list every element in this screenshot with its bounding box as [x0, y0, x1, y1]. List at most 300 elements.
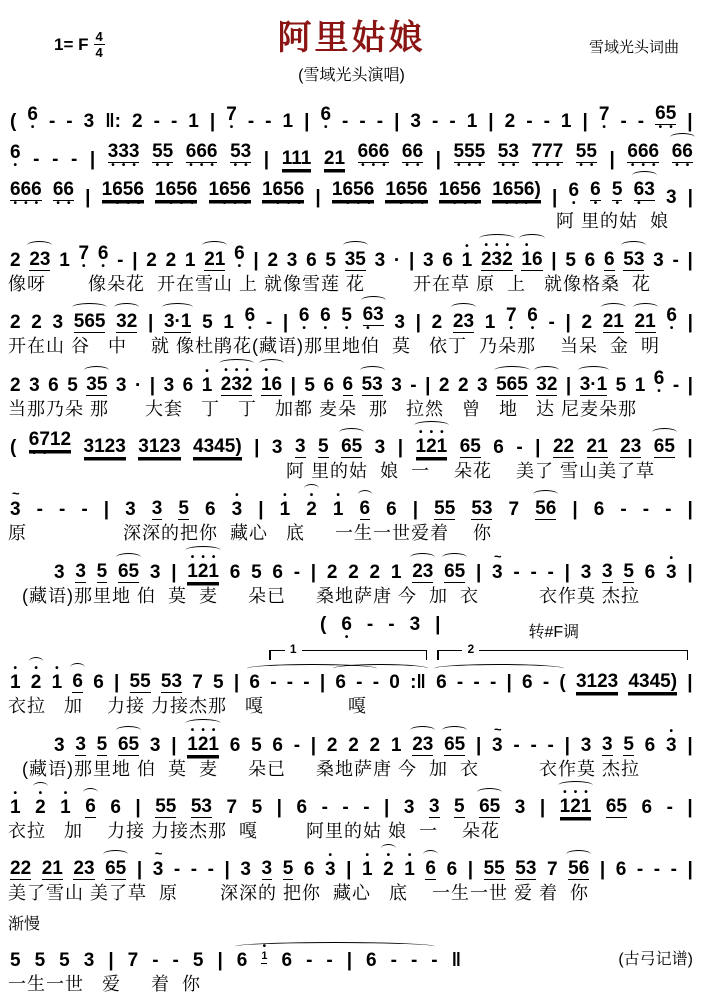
header [8, 10, 695, 94]
note-token: 65 [444, 735, 465, 756]
note-token: • 1 [279, 489, 291, 520]
octave-dots-above: • [262, 940, 267, 952]
octave-dots-below: • [82, 260, 86, 272]
barline: | [254, 437, 260, 459]
barline: | [687, 312, 693, 334]
octave-dots-below: • • [579, 160, 594, 171]
note-token: 1 [484, 312, 496, 334]
note-token: - [547, 561, 554, 583]
note-token: 3 [115, 374, 127, 396]
slur-arc [185, 546, 221, 555]
note-token: 2 [457, 374, 469, 396]
time-signature [94, 30, 105, 59]
octave-dots-above: • • • [224, 364, 249, 376]
note-token: 3 [271, 437, 283, 459]
note-token: 66 • • [52, 179, 74, 209]
note-token: 666 • • • [627, 141, 660, 171]
note-token: 3 [83, 949, 95, 971]
octave-dots-below: • • [56, 198, 71, 209]
note-token: • 2 [31, 666, 42, 693]
note-token: 6 [615, 858, 627, 880]
note-token: 7 • [78, 242, 90, 272]
note-token: - [548, 312, 555, 334]
note-token: 6 • [320, 305, 331, 335]
note-token: ~ 3 [492, 721, 503, 756]
slur-arc [29, 657, 44, 666]
note-token: - [372, 672, 380, 694]
note-token: 6 • [320, 104, 332, 133]
octave-dots-below: • [323, 122, 328, 133]
note-token: 3 [423, 249, 434, 271]
barline: | [687, 374, 693, 396]
octave-dots-below: • [615, 198, 619, 209]
note-token: 2 [326, 734, 338, 756]
slur-arc [116, 553, 141, 562]
barline: | [171, 561, 177, 583]
note-token: • • • 121 [187, 728, 219, 756]
octave-dots-below: • • [658, 122, 673, 133]
note-token: 3 [409, 614, 421, 636]
barline: | [346, 858, 352, 880]
note-token: • 1 [362, 849, 373, 880]
note-token: ~ 3 [152, 845, 164, 880]
barline: | [290, 374, 296, 396]
note-token: 32 [536, 375, 557, 396]
note-token: 1 [390, 734, 402, 756]
note-token: 6 [306, 249, 317, 271]
note-token: - [516, 437, 523, 459]
note-token: 5 [59, 949, 70, 971]
octave-dots-above: • [365, 849, 370, 861]
note-token: - [636, 858, 644, 880]
note-token: 55 [129, 671, 151, 693]
time-signature-numerator: 4 [95, 29, 103, 44]
note-token: 23 [412, 735, 433, 756]
vibrato-mark: ~ [494, 548, 501, 564]
octave-dots-below: • [13, 160, 18, 171]
note-token: 2 [504, 111, 516, 132]
note-token: • 2 [35, 791, 46, 818]
note-token: 1 [188, 111, 199, 132]
note-token: - [513, 734, 520, 756]
note-token: 3 [125, 498, 136, 520]
note-token: 6 [93, 672, 104, 694]
slur-arc [84, 366, 109, 375]
slur-arc [162, 303, 193, 312]
note-token: 6 [360, 499, 371, 520]
slur-arc [361, 296, 386, 305]
note-token: - [207, 858, 214, 880]
notation-line [8, 787, 695, 819]
note-token: 65 [341, 437, 362, 458]
barline: | [147, 312, 154, 334]
vibrato-mark: ~ [494, 721, 501, 737]
note-token: 3 [54, 561, 65, 583]
octave-dots-below: • • • [452, 198, 478, 209]
note-token: 65 [118, 562, 139, 583]
note-token: - [670, 858, 677, 880]
note-token: 5 [67, 374, 78, 396]
lyrics-line: 原 深深的把你 藏心 底 一生一世爱着 你 [8, 522, 493, 543]
lyrics-line: 当那乃朵 那 大套 丁 丁 加都 麦朵 那 拉然 曾 地 达 尼麦朵那 [8, 398, 638, 419]
note-token: - [70, 149, 78, 170]
barline: | [425, 374, 431, 396]
note-token: 6 • [527, 305, 538, 335]
note-token: 2 [326, 561, 338, 583]
slur-arc [259, 359, 284, 368]
octave-dots-below: • • • [535, 160, 560, 171]
note-token: - [366, 614, 374, 636]
barline: | [564, 734, 570, 756]
note-token: 6 • [590, 179, 601, 209]
note-token: 2 [31, 312, 42, 334]
barline: | [394, 111, 400, 132]
note-token: - [543, 111, 550, 132]
note-token: · [393, 249, 401, 271]
note-token: 53 [160, 671, 183, 693]
note-token: 1 [184, 249, 196, 271]
octave-dots-below: • • [155, 160, 170, 171]
note-token: - [388, 614, 395, 636]
octave-dots-above: • [13, 663, 18, 675]
note-token: 6 [603, 248, 615, 270]
note-token: 6 [182, 374, 194, 396]
barline: | [687, 187, 693, 208]
barline: ‖ [451, 949, 462, 971]
octave-dots-below: • • • [169, 198, 194, 209]
barline: | [384, 797, 390, 819]
note-token: 3 [665, 187, 677, 208]
vibrato-mark: ~ [154, 845, 162, 861]
note-token: 65 [654, 437, 675, 458]
note-token: 63 • [634, 180, 655, 208]
slur-arc [414, 421, 450, 430]
slur-arc [494, 366, 530, 375]
note-token: 3 [163, 374, 175, 396]
slur-arc [423, 850, 438, 859]
note-token: 7 [508, 498, 520, 520]
octave-dots-above: • [309, 489, 314, 501]
slur-arc [566, 850, 591, 859]
note-token: 1 [223, 312, 234, 334]
octave-dots-below: • • • [630, 160, 656, 171]
note-token: 6 [425, 859, 436, 880]
octave-dots-below: • [323, 323, 328, 335]
octave-dots-above: • • • [419, 427, 444, 439]
note-token: 2 [10, 374, 21, 396]
note-token: 1656 • • • [101, 179, 144, 209]
barline: ( [10, 111, 17, 132]
note-token: - [152, 949, 159, 971]
notation-line [8, 548, 695, 583]
note-token: 6 [493, 437, 504, 459]
note-token: 555 • • • [453, 141, 486, 171]
pickup-notes [320, 615, 440, 642]
note-token: 5 [615, 374, 627, 396]
note-token: • 3 [231, 489, 243, 520]
octave-dots-below: • • • [361, 160, 386, 171]
note-token: 1656 • • • [331, 179, 375, 209]
note-token: 22 [552, 436, 575, 458]
note-token: 7 • [598, 104, 610, 133]
vibrato-mark: ~ [11, 485, 19, 501]
octave-dots-above: • [63, 788, 68, 800]
composer-credit: 雪域光头词曲 [588, 39, 679, 56]
barline: | [687, 249, 693, 271]
lyrics-line: 衣拉 加 力接 力接杰那 嘎 嘎 [8, 696, 368, 717]
note-token: - [326, 949, 333, 971]
note-token: 21 [323, 148, 346, 169]
note-token: • 3 [324, 849, 336, 880]
octave-dots-below: • • [233, 160, 248, 171]
barline: | [132, 249, 138, 271]
octave-dots-below: • [637, 198, 641, 209]
octave-dots-above: • [235, 489, 239, 501]
note-token: 23 [453, 312, 474, 333]
note-token: - [270, 672, 277, 694]
note-token: - [620, 498, 627, 520]
note-token: 56 [535, 499, 556, 520]
note-token: - [637, 111, 645, 132]
note-token: 35 [86, 375, 107, 396]
note-token: 5 [34, 949, 46, 971]
octave-dots-below: • [237, 260, 242, 272]
note-token: • 1 [404, 849, 415, 880]
slur-arc [601, 303, 626, 312]
note-token: 6 [644, 734, 656, 756]
slur-arc [533, 490, 558, 499]
note-token: · [134, 374, 142, 396]
note-token: 6 • [568, 180, 580, 209]
note-token: 6 • [341, 614, 352, 644]
octave-dots-below: • [530, 323, 535, 335]
note-token: 6 • [298, 305, 310, 335]
note-token: • 1 [201, 365, 213, 396]
barline: | [113, 672, 120, 694]
ending-label: 2 [462, 643, 479, 655]
note-token: 5 [623, 560, 634, 582]
note-token: 5 [565, 249, 576, 271]
octave-dots-above: • • • [563, 787, 588, 799]
note-token: - [672, 374, 680, 396]
note-token: 55 • • [575, 141, 597, 171]
barline: ( [559, 672, 566, 694]
octave-dots-above: • • • [190, 724, 216, 736]
lyrics-line: 衣拉 加 力接 力接杰那 嘎 阿里的姑 娘 一 朵花 [8, 821, 501, 842]
note-token: • • • 121 [187, 555, 219, 583]
note-token: • 1 [332, 489, 344, 520]
note-token: 3 [286, 249, 298, 271]
slur-arc [72, 303, 108, 312]
note-token: 21 [586, 436, 608, 458]
note-token: - [247, 111, 255, 132]
octave-dots-above: • [205, 365, 209, 377]
note-token: 23 [29, 250, 50, 271]
note-token: 65 [105, 859, 126, 880]
note-token: - [410, 374, 417, 396]
ending-label: 1 [285, 643, 302, 655]
score-body [8, 104, 695, 995]
slur-arc [381, 844, 396, 853]
note-token: - [653, 858, 661, 880]
note-token: 3 [83, 111, 95, 132]
note-token: 5 [282, 857, 294, 879]
slur-arc [103, 850, 128, 859]
note-token: 2 [348, 734, 359, 756]
barline: | [435, 614, 441, 636]
notation-line [8, 642, 695, 694]
octave-dots-above: • • • [190, 551, 216, 563]
note-token: - [265, 312, 273, 334]
barline: | [506, 672, 512, 694]
note-token: 7 [127, 949, 139, 971]
notation-line [8, 485, 695, 520]
note-token: - [303, 672, 310, 694]
note-token: - [342, 797, 349, 819]
slur-arc [116, 726, 141, 735]
note-token: - [306, 949, 313, 971]
note-token: 1 [560, 111, 572, 132]
note-token: - [547, 734, 554, 756]
octave-dots-below: • [248, 323, 252, 335]
slur-arc [652, 428, 677, 437]
note-token: 6 • [666, 305, 677, 335]
note-token: 6 [323, 374, 335, 396]
note-token: 65 [605, 796, 627, 818]
barline: | [149, 374, 156, 396]
note-token: 3 [403, 797, 415, 819]
note-token: ~ 3 [492, 548, 503, 583]
note-token: 6 [436, 673, 447, 693]
octave-dots-below: • • • [505, 198, 528, 209]
barline: | [551, 249, 557, 271]
octave-dots-below: • • • [115, 198, 141, 209]
note-token: 23 [620, 436, 642, 458]
note-token: 5 [213, 672, 224, 694]
note-token: - [620, 111, 627, 132]
note-token: - [642, 498, 650, 520]
barline: | [475, 561, 482, 583]
slur-arc [578, 366, 609, 375]
octave-dots-below: • • • [13, 198, 39, 209]
slur-arc [114, 303, 139, 312]
note-token: - [363, 797, 370, 819]
note-token: 3 [240, 858, 251, 880]
note-token: 1656 • • • [261, 179, 305, 209]
note-token: - [410, 949, 418, 971]
slur-arc [451, 303, 476, 312]
note-token: - [530, 561, 537, 583]
barline: | [209, 111, 216, 132]
note-token: • 16 [261, 368, 282, 396]
note-token: - [449, 111, 456, 132]
octave-dots-above: • [55, 663, 59, 675]
note-token: 7 [192, 672, 203, 694]
octave-dots-below: • • • [399, 198, 425, 209]
note-token: - [672, 249, 679, 271]
note-token: 333 • • • [107, 141, 140, 171]
lyrics-line: 美了雪山 美了草 原 深深的 把你 藏心 底 一生一世 爱 着 你 [8, 882, 590, 903]
note-token: 2 [369, 734, 381, 756]
note-token: • 1 [261, 940, 268, 962]
notation-line [8, 305, 695, 333]
note-token: 3123 [83, 436, 126, 458]
note-token: 5 [454, 796, 465, 818]
barline: | [415, 312, 421, 334]
ending-bracket [437, 642, 688, 661]
note-token: 666 • • • [10, 179, 42, 209]
note-token: 6 [110, 797, 121, 819]
note-token: - [33, 149, 40, 170]
note-token: 2 [438, 374, 450, 396]
slur-arc [339, 428, 364, 437]
note-token: 5 [251, 561, 262, 583]
note-token: 66 • • [672, 142, 693, 170]
note-token: 6 [644, 561, 656, 583]
slur-arc [202, 241, 227, 250]
note-token: 6 • [234, 242, 245, 272]
octave-dots-below: • [302, 323, 306, 335]
octave-dots-above: • [386, 849, 391, 861]
note-token: 6 [229, 734, 241, 756]
barline: | [687, 797, 693, 819]
note-token: - [513, 561, 520, 583]
note-token: 3 [75, 733, 86, 755]
octave-dots-below: • [30, 122, 35, 133]
note-token: 111 [281, 148, 312, 169]
barline: | [258, 498, 264, 520]
note-token: 6 [249, 673, 260, 693]
octave-dots-above: • [328, 849, 333, 861]
octave-dots-below: • [602, 122, 606, 133]
note-token: • 1 [461, 240, 473, 271]
key-signature [54, 30, 105, 59]
tie-arc [434, 664, 564, 673]
barline: | [687, 561, 693, 583]
note-token: 35 [345, 250, 366, 271]
note-token: • 1 [60, 788, 71, 819]
note-token: - [293, 734, 301, 756]
barline: | [85, 187, 91, 208]
note-token: 3 [391, 374, 402, 396]
note-token: 3 [52, 312, 64, 334]
note-token: - [172, 949, 179, 971]
note-token: - [170, 111, 178, 132]
octave-dots-below: • • [405, 160, 420, 171]
note-token: 5 [192, 949, 204, 971]
note-token: - [356, 672, 363, 694]
note-token: 1656 • • • [438, 179, 482, 209]
note-token: 55 • • [152, 141, 174, 171]
barline: | [687, 437, 693, 459]
note-token: 21 [603, 312, 624, 333]
note-token: 2 [369, 561, 381, 583]
note-token: 3 [602, 733, 613, 755]
note-token: 777 • • • [531, 141, 564, 171]
barline: | [539, 797, 546, 819]
barline: ( [10, 437, 17, 459]
note-token: 3 [653, 249, 664, 271]
note-token: 6 [229, 561, 241, 583]
note-token: - [293, 561, 301, 583]
note-token: 3 [428, 796, 440, 818]
note-token: - [456, 672, 464, 694]
note-token: 3123 [138, 436, 181, 458]
note-token: - [666, 797, 673, 819]
note-token: • • • 121 [560, 790, 592, 818]
barline: | [551, 187, 558, 208]
octave-dots-below: • [101, 260, 105, 272]
